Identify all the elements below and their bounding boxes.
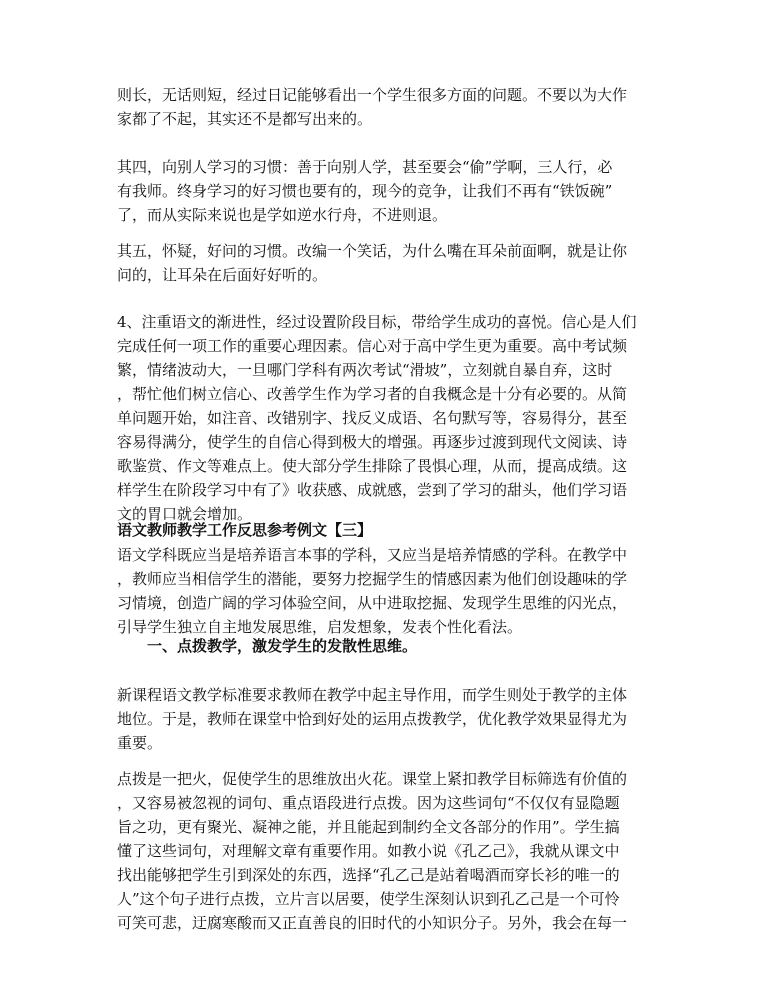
paragraph-habit-five: 其五，怀疑，好问的习惯。改编一个笑话，为什么嘴在耳朵前面啊，就是让你 问的，让耳朵在后面好好听的。 [117,242,628,284]
paragraph-intro: 语文学科既应当是培养语言本事的学科，又应当是培养情感的学科。在教学中 ，教师应当相信学生的潜能，要努力挖掘学生的情感因素为他们创设趣味的学 习情境，创造广阔的学习体验空间，从中进取挖掘、发现学生思维的闪光点， 引导学生独立自主地发展思维，启发想象，发表个性化看法。 [117,546,628,636]
section-title: 语文教师教学工作反思参考例文【三】 [117,521,373,539]
subsection-title: 一、点拨教学，激发学生的发散性思维。 [147,637,418,655]
paragraph-point-four: 4、注重语文的渐进性，经过设置阶段目标，带给学生成功的喜悦。信心是人们 完成任何一项工作的重要心理因素。信心对于高中学生更为重要。高中考试频 繁，情绪波动大，一旦哪门学科有两次考试“滑坡”，立刻就自暴自弃，这时 ，帮忙他们树立信心、改善学生作为学习者的自我概念是十分有必要的。从简 单问题开始，如注音、改错别字、找反义成语、名句默写等，容易得分，甚至 容易得满分，使学生的自信心得到极大的增强。再逐步过渡到现代文阅读、诗 歌鉴赏、作文等难点上。使大部分学生排除了畏惧心理，从而，提高成绩。这 样学生在阶段学习中有了》收获感、成就感，尝到了学习的甜头，他们学习语 文的胃口就会增加。 [117,313,637,523]
paragraph-curriculum: 新课程语文教学标准要求教师在教学中起主导作用，而学生则处于教学的主体 地位。于是，教师在课堂中恰到好处的运用点拨教学，优化教学效果显得尤为 重要。 [117,686,628,752]
paragraph-diary-ending: 则长，无话则短，经过日记能够看出一个学生很多方面的问题。不要以为大作 家都了不起，其实还不是都写出来的。 [117,86,628,128]
paragraph-habit-four: 其四，向别人学习的习惯：善于向别人学，甚至要会“偷”学啊，三人行，必 有我师。终身学习的好习惯也要有的，现今的竞争，让我们不再有“铁饭碗” 了，而从实际来说也是学如逆水行舟，不进则退。 [117,158,613,224]
paragraph-guidance: 点拨是一把火，促使学生的思维放出火花。课堂上紧扣教学目标筛选有价值的 ，又容易被忽视的词句、重点语段进行点拨。因为这些词句“不仅仅有显隐题 旨之功，更有聚光、凝神之能，并且能起到制约全文各部分的作用”。学生搞 懂了这些词句，对理解文章有重要作用。如教小说《孔乙己》，我就从课文中 找出能够把学生引到深处的东西，选择“孔乙己是站着喝酒而穿长衫的唯一的 人”这个句子进行点拨，立片言以居要，使学生深刻认识到孔乙己是一个可怜 可笑可悲，迂腐寒酸而又正直善良的旧时代的小知识分子。另外，我会在每一 [117,770,628,932]
